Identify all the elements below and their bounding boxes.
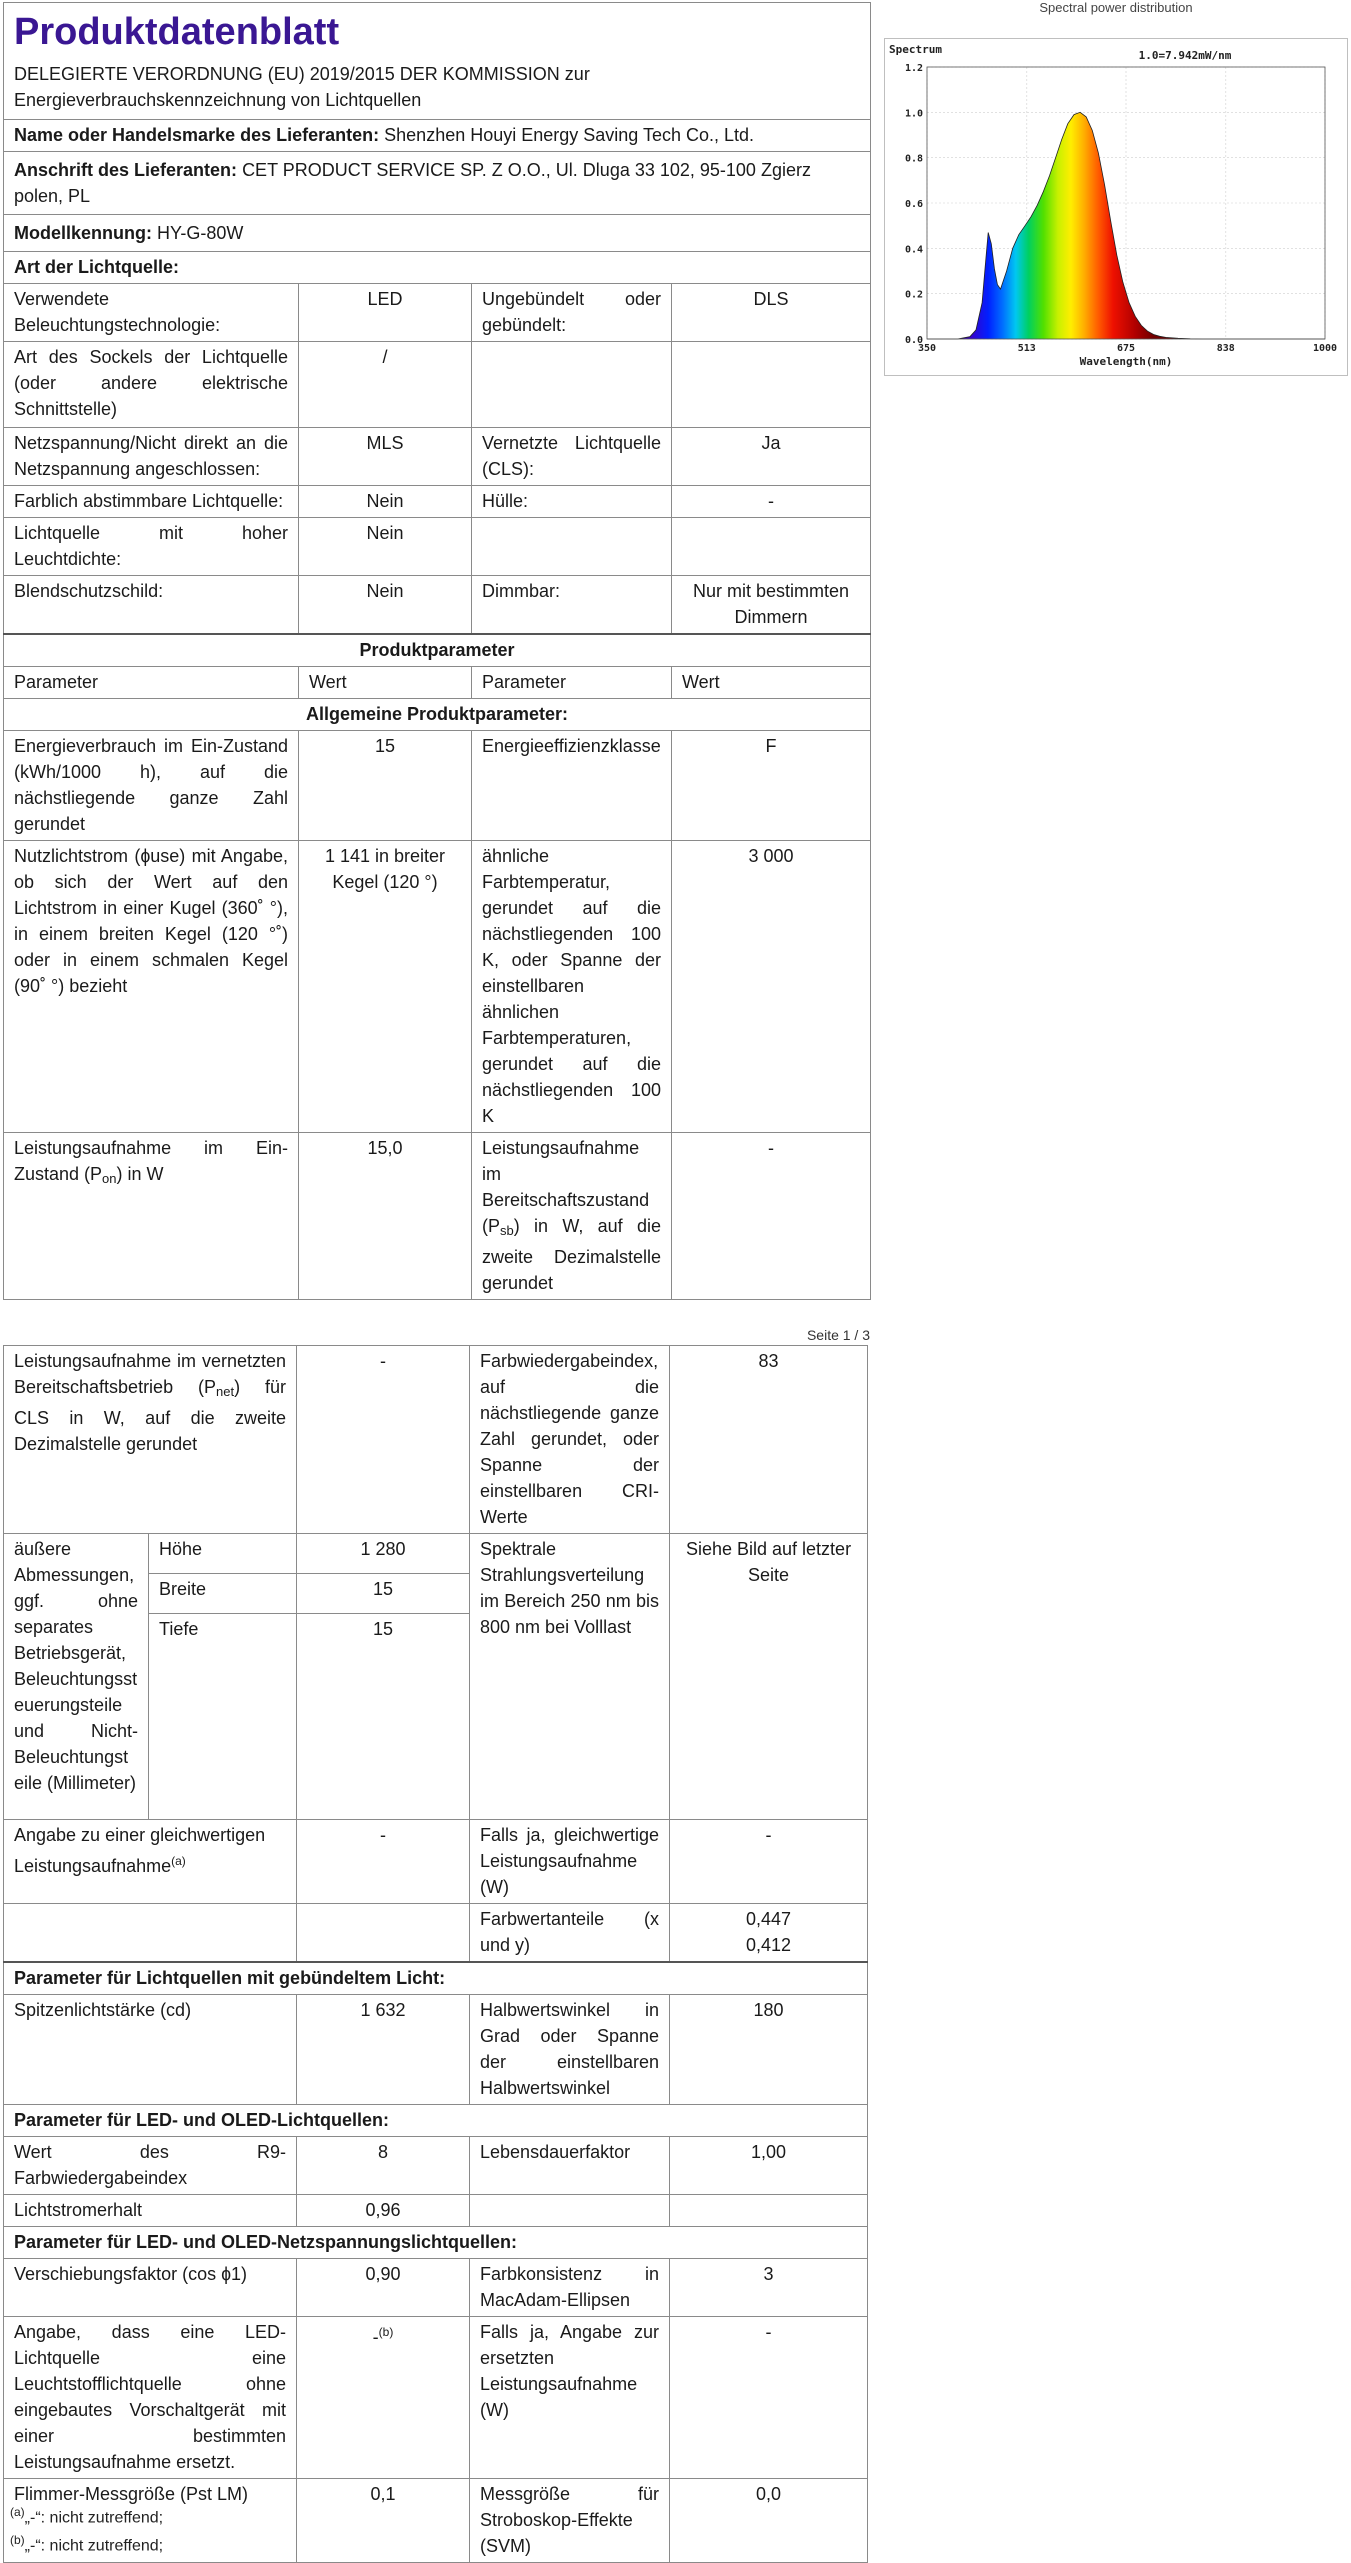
table-row bbox=[4, 1534, 868, 1574]
param-value: - bbox=[670, 1820, 868, 1904]
param-label: Lichtstromerhalt bbox=[4, 2195, 297, 2227]
param-value: 3 bbox=[670, 2259, 868, 2317]
label-subscript: on bbox=[102, 1171, 117, 1186]
label-text: Leistungsaufnahme im Bereitschaftszustand (P bbox=[482, 1138, 650, 1236]
product-params-heading: Produktparameter bbox=[4, 634, 871, 667]
spectral-power-distribution-chart bbox=[884, 0, 1348, 380]
dimension-value: 1 280 bbox=[297, 1534, 470, 1574]
param-label bbox=[472, 518, 672, 576]
footnote-ref: (a) bbox=[171, 1854, 186, 1868]
y-axis-label: Spectrum bbox=[889, 43, 942, 56]
y-tick-label: 1.0 bbox=[904, 108, 923, 120]
column-header-row bbox=[4, 667, 871, 699]
param-value: 8 bbox=[297, 2137, 470, 2195]
param-label: Dimmbar: bbox=[472, 576, 672, 635]
table-row bbox=[4, 2195, 868, 2227]
param-label: Spektrale Strahlungsverteilung im Bereich 250 nm bis 800 nm bei Volllast bbox=[470, 1534, 670, 1820]
table-row bbox=[4, 428, 871, 486]
label-text: ) für CLS in W, auf die zweite Dezimalstelle gerundet bbox=[14, 1377, 287, 1454]
footnote-ref: (b) bbox=[378, 2325, 394, 2339]
param-value: LED bbox=[299, 284, 472, 342]
x-axis-label: Wavelength(nm) bbox=[1079, 355, 1173, 368]
table-row bbox=[4, 1820, 868, 1904]
table-row bbox=[4, 2317, 868, 2479]
param-value: 0,0 bbox=[670, 2479, 868, 2563]
param-label: Art des Sockels der Lichtquelle (oder andere elektrische Schnittstelle) bbox=[4, 342, 299, 428]
chromaticity-y: 0,412 bbox=[745, 1935, 792, 1955]
chromaticity-x: 0,447 bbox=[745, 1909, 792, 1929]
supplier-name-row bbox=[4, 120, 871, 152]
y-tick-label: 0.0 bbox=[904, 335, 923, 346]
table-row bbox=[4, 284, 871, 342]
param-value: DLS bbox=[672, 284, 871, 342]
param-value: - bbox=[297, 1346, 470, 1534]
supplier-name: Shenzhen Houyi Energy Saving Tech Co., Ltd. bbox=[384, 125, 755, 145]
x-tick-label: 513 bbox=[1017, 343, 1036, 354]
x-tick-label: 838 bbox=[1216, 343, 1235, 354]
param-label bbox=[4, 1820, 297, 1904]
led-params-heading: Parameter für LED- und OLED-Lichtquellen: bbox=[4, 2105, 868, 2137]
footnote-mark: (a) bbox=[10, 2505, 25, 2519]
x-tick-label: 1000 bbox=[1312, 343, 1338, 354]
datasheet-page-2 bbox=[3, 1345, 870, 2563]
table-row bbox=[4, 2259, 868, 2317]
chart-frame bbox=[884, 38, 1348, 376]
table-row bbox=[4, 518, 871, 576]
param-value: 1 632 bbox=[297, 1995, 470, 2105]
supplier-address-label: Anschrift des Lieferanten: bbox=[14, 160, 238, 180]
table-row bbox=[4, 486, 871, 518]
param-label bbox=[470, 2195, 670, 2227]
param-label: Messgröße für Stroboskop-Effekte (SVM) bbox=[470, 2479, 670, 2563]
param-label: Lichtquelle mit hoher Leuchtdichte: bbox=[4, 518, 299, 576]
param-label: Farbwiedergabeindex, auf die nächstliegende ganze Zahl gerundet, oder Spanne der einstellbaren CRI-Werte bbox=[470, 1346, 670, 1534]
table-row bbox=[4, 1133, 871, 1300]
y-tick-label: 1.2 bbox=[904, 63, 923, 74]
label-text: ) in W, auf die zweite Dezimalstelle gerundet bbox=[482, 1216, 661, 1293]
table-row bbox=[4, 342, 871, 428]
footnote-a bbox=[10, 2502, 163, 2528]
regulation-text: DELEGIERTE VERORDNUNG (EU) 2019/2015 DER KOMMISSION zur Energieverbrauchskennzeichnung von Lichtquellen bbox=[14, 64, 590, 110]
label-text: Leistungsaufnahme im Ein-Zustand (P bbox=[14, 1138, 288, 1184]
param-label: Verschiebungsfaktor (cos ɸ1) bbox=[4, 2259, 297, 2317]
column-header: Parameter bbox=[4, 667, 299, 699]
table-row bbox=[4, 1346, 868, 1534]
param-label: Farbkonsistenz in MacAdam-Ellipsen bbox=[470, 2259, 670, 2317]
header-cell bbox=[4, 3, 871, 120]
column-header: Wert bbox=[672, 667, 871, 699]
param-value: Ja bbox=[672, 428, 871, 486]
param-label: Hülle: bbox=[472, 486, 672, 518]
param-value: 180 bbox=[670, 1995, 868, 2105]
param-label: Ungebündelt oder gebündelt: bbox=[472, 284, 672, 342]
param-label: Falls ja, gleichwertige Leistungsaufnahme (W) bbox=[470, 1820, 670, 1904]
supplier-name-label: Name oder Handelsmarke des Lieferanten: bbox=[14, 125, 380, 145]
param-value bbox=[670, 1904, 868, 1963]
y-tick-label: 0.6 bbox=[904, 199, 923, 210]
label-text: Angabe zu einer gleichwertigen Leistungsaufnahme bbox=[14, 1825, 266, 1876]
product-params-table bbox=[3, 1345, 868, 2563]
chart-svg bbox=[885, 39, 1347, 375]
document-title: Produktdatenblatt bbox=[14, 11, 340, 53]
model-label: Modellkennung: bbox=[14, 223, 152, 243]
param-value: 15 bbox=[299, 731, 472, 841]
y-tick-label: 0.8 bbox=[904, 153, 923, 165]
param-label: Wert des R9-Farbwiedergabeindex bbox=[4, 2137, 297, 2195]
param-value: - bbox=[670, 2317, 868, 2479]
dimension-name: Höhe bbox=[149, 1534, 297, 1574]
param-value: Nein bbox=[299, 518, 472, 576]
param-value: 0,1 bbox=[297, 2479, 470, 2563]
empty-cell bbox=[4, 1904, 297, 1963]
param-value: 1 141 in breiter Kegel (120 °) bbox=[299, 841, 472, 1133]
light-source-type-heading: Art der Lichtquelle: bbox=[4, 252, 871, 284]
param-value: Siehe Bild auf letzter Seite bbox=[670, 1534, 868, 1820]
param-label: Energieverbrauch im Ein-Zustand (kWh/1000 h), auf die nächstliegende ganze Zahl gerundet bbox=[4, 731, 299, 841]
footnote-mark: (b) bbox=[10, 2533, 25, 2547]
empty-cell bbox=[297, 1904, 470, 1963]
param-value: 0,96 bbox=[297, 2195, 470, 2227]
column-header: Wert bbox=[299, 667, 472, 699]
param-value bbox=[297, 2317, 470, 2479]
param-value: 0,90 bbox=[297, 2259, 470, 2317]
param-value: 83 bbox=[670, 1346, 868, 1534]
param-label: Falls ja, Angabe zur ersetzten Leistungsaufnahme (W) bbox=[470, 2317, 670, 2479]
dimension-value: 15 bbox=[297, 1614, 470, 1820]
value-text: - bbox=[372, 2327, 379, 2347]
param-value: Nein bbox=[299, 576, 472, 635]
supplier-address-row bbox=[4, 152, 871, 215]
param-label: Spitzenlichtstärke (cd) bbox=[4, 1995, 297, 2105]
label-subscript: sb bbox=[500, 1223, 514, 1238]
model-id: HY-G-80W bbox=[157, 223, 244, 243]
param-value: 3 000 bbox=[672, 841, 871, 1133]
column-header: Parameter bbox=[472, 667, 672, 699]
product-info-table bbox=[3, 2, 871, 1300]
param-value: 1,00 bbox=[670, 2137, 868, 2195]
param-label bbox=[4, 1133, 299, 1300]
dimension-name: Tiefe bbox=[149, 1614, 297, 1820]
directional-params-heading: Parameter für Lichtquellen mit gebündeltem Licht: bbox=[4, 1962, 868, 1995]
scale-note: 1.0=7.942mW/nm bbox=[1138, 49, 1232, 62]
param-label: Halbwertswinkel in Grad oder Spanne der einstellbaren Halbwertswinkel bbox=[470, 1995, 670, 2105]
param-value: F bbox=[672, 731, 871, 841]
label-subscript: net bbox=[216, 1384, 235, 1399]
led-mains-params-heading: Parameter für LED- und OLED-Netzspannungslichtquellen: bbox=[4, 2227, 868, 2259]
footnote-text: „-“: nicht zutreffend; bbox=[24, 2537, 164, 2555]
param-label: Energieeffizienzklasse bbox=[472, 731, 672, 841]
param-label bbox=[472, 342, 672, 428]
table-row bbox=[4, 1995, 868, 2105]
param-label: Netzspannung/Nicht direkt an die Netzspannung angeschlossen: bbox=[4, 428, 299, 486]
datasheet-page-1 bbox=[3, 2, 870, 1300]
param-value: Nein bbox=[299, 486, 472, 518]
supplier-address: CET PRODUCT SERVICE SP. Z O.O., Ul. Dluga 33 102, 95-100 Zgierz polen, PL bbox=[14, 160, 811, 206]
table-row bbox=[4, 576, 871, 635]
dimension-value: 15 bbox=[297, 1574, 470, 1614]
x-tick-label: 675 bbox=[1116, 343, 1136, 354]
param-label: Farblich abstimmbare Lichtquelle: bbox=[4, 486, 299, 518]
table-row bbox=[4, 2137, 868, 2195]
param-label: Vernetzte Lichtquelle (CLS): bbox=[472, 428, 672, 486]
x-tick-label: 350 bbox=[917, 343, 937, 354]
param-value: - bbox=[672, 486, 871, 518]
general-params-heading: Allgemeine Produktparameter: bbox=[4, 699, 871, 731]
label-text: ) in W bbox=[116, 1164, 164, 1184]
y-tick-label: 0.2 bbox=[904, 289, 923, 301]
param-value: - bbox=[672, 1133, 871, 1300]
param-label: Blendschutzschild: bbox=[4, 576, 299, 635]
table-row bbox=[4, 1904, 868, 1963]
chart-title: Spectral power distribution bbox=[1039, 0, 1193, 15]
param-label bbox=[4, 1346, 297, 1534]
param-label: Nutzlichtstrom (ɸuse) mit Angabe, ob sich der Wert auf den Lichtstrom in einer Kugel (360˚ °), in einem breiten Kegel (120 °˚) oder in einem schmalen Kegel (90˚ °) bezieht bbox=[4, 841, 299, 1133]
footnote-b bbox=[10, 2530, 163, 2556]
param-label: ähnliche Farbtemperatur, gerundet auf die nächstliegenden 100 K, oder Spanne der einstellbaren ähnlichen Farbtemperaturen, gerundet auf die nächstliegenden 100 K bbox=[472, 841, 672, 1133]
param-value: 15,0 bbox=[299, 1133, 472, 1300]
param-label: Lebensdauerfaktor bbox=[470, 2137, 670, 2195]
param-label: Flimmer-Messgröße (Pst LM) bbox=[4, 2479, 297, 2563]
param-label: Angabe, dass eine LED-Lichtquelle eine Leuchtstofflichtquelle ohne eingebautes Vorschaltgerät mit einer bestimmten Leistungsaufnahme ersetzt. bbox=[4, 2317, 297, 2479]
label-text: Leistungsaufnahme im vernetzten Bereitschaftsbetrieb (P bbox=[14, 1351, 287, 1397]
param-value bbox=[670, 2195, 868, 2227]
param-value: - bbox=[297, 1820, 470, 1904]
y-tick-label: 0.4 bbox=[904, 244, 923, 256]
param-label: Verwendete Beleuchtungstechnologie: bbox=[4, 284, 299, 342]
param-value bbox=[672, 518, 871, 576]
dimension-name: Breite bbox=[149, 1574, 297, 1614]
param-label: Farbwertanteile (x und y) bbox=[470, 1904, 670, 1963]
table-row bbox=[4, 731, 871, 841]
param-value: MLS bbox=[299, 428, 472, 486]
footnote-text: „-“: nicht zutreffend; bbox=[24, 2509, 164, 2527]
dimensions-label: äußere Abmessungen, ggf. ohne separates Betriebsgerät, Beleuchtungssteuerungsteile und Nicht-Beleuchtungsteile (Millimeter) bbox=[4, 1534, 149, 1820]
param-label bbox=[472, 1133, 672, 1300]
param-value bbox=[672, 342, 871, 428]
table-row bbox=[4, 841, 871, 1133]
param-value: / bbox=[299, 342, 472, 428]
page-number: Seite 1 / 3 bbox=[806, 1327, 870, 1343]
model-row bbox=[4, 215, 871, 252]
param-value: Nur mit bestimmten Dimmern bbox=[672, 576, 871, 635]
